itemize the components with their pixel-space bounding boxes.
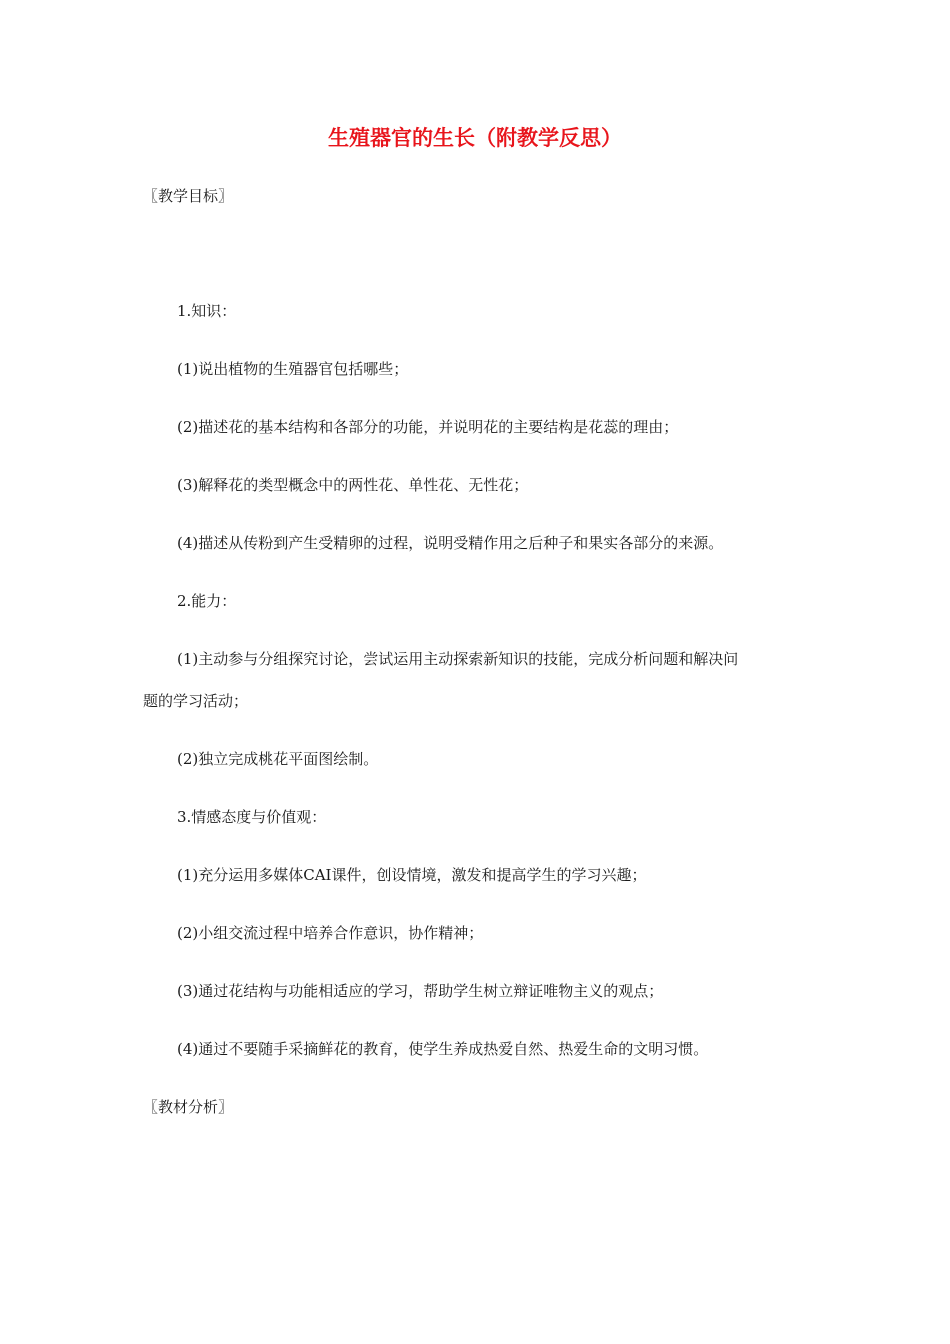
page-title: 生殖器官的生长（附教学反思） [328, 126, 622, 150]
ability-item-1-line-1: (1)主动参与分组探究讨论，尝试运用主动探索新知识的技能，完成分析问题和解决问 [177, 650, 739, 668]
knowledge-label: 1.知识： [177, 302, 237, 320]
ability-label: 2.能力： [177, 592, 237, 610]
heading-teaching-goals: 〖教学目标〗 [143, 187, 234, 205]
heading-material-analysis: 〖教材分析〗 [143, 1098, 234, 1116]
ability-item-1-line-2: 题的学习活动； [143, 692, 249, 710]
emotion-label: 3.情感态度与价值观： [177, 808, 327, 826]
ability-item-2: (2)独立完成桃花平面图绘制。 [177, 750, 379, 768]
knowledge-item-1: (1)说出植物的生殖器官包括哪些； [177, 360, 409, 378]
emotion-item-3: (3)通过花结构与功能相适应的学习，帮助学生树立辩证唯物主义的观点； [177, 982, 664, 1000]
emotion-item-4: (4)通过不要随手采摘鲜花的教育，使学生养成热爱自然、热爱生命的文明习惯。 [177, 1040, 709, 1058]
knowledge-item-3: (3)解释花的类型概念中的两性花、单性花、无性花； [177, 476, 529, 494]
knowledge-item-2: (2)描述花的基本结构和各部分的功能，并说明花的主要结构是花蕊的理由； [177, 418, 679, 436]
emotion-item-2: (2)小组交流过程中培养合作意识，协作精神； [177, 924, 484, 942]
emotion-item-1: (1)充分运用多媒体CAI课件，创设情境，激发和提高学生的学习兴趣； [177, 866, 647, 884]
knowledge-item-4: (4)描述从传粉到产生受精卵的过程，说明受精作用之后种子和果实各部分的来源。 [177, 534, 724, 552]
